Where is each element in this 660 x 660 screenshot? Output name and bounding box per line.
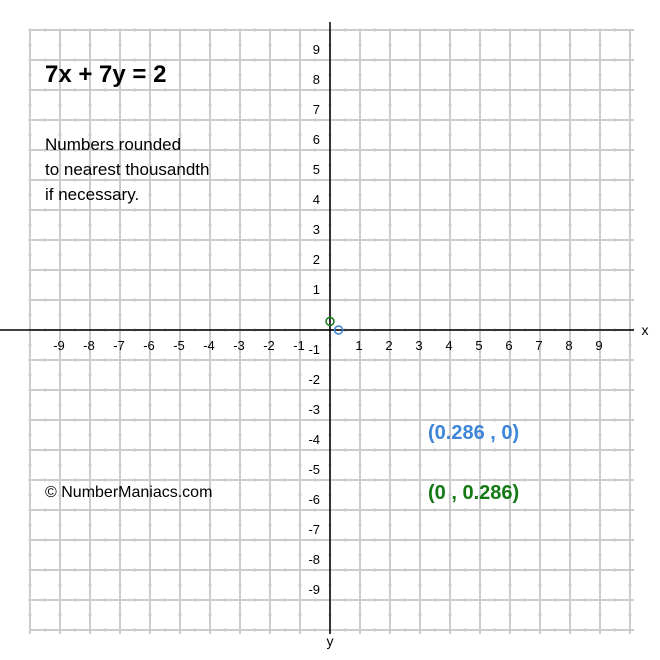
- y-tick-label: -6: [308, 492, 320, 507]
- y-tick-label: -8: [308, 552, 320, 567]
- x-tick-label: -9: [53, 338, 65, 353]
- tick-labels: [53, 42, 602, 597]
- x-tick-label: -5: [173, 338, 185, 353]
- y-tick-label: 9: [312, 42, 320, 57]
- y-tick-label: -3: [308, 402, 320, 417]
- y-intercept-label: (0 , 0.286): [428, 482, 520, 504]
- y-tick-label: -7: [308, 522, 320, 537]
- x-tick-label: -6: [143, 338, 155, 353]
- y-tick-label: 5: [312, 162, 320, 177]
- x-tick-label: 6: [505, 338, 513, 353]
- x-tick-label: -8: [83, 338, 95, 353]
- rounding-note-line-1: Numbers rounded: [45, 135, 182, 154]
- x-tick-label: -4: [203, 338, 215, 353]
- rounding-note: [45, 132, 209, 207]
- x-tick-label: -3: [233, 338, 245, 353]
- y-tick-label: 8: [312, 72, 320, 87]
- x-tick-label: 4: [445, 338, 453, 353]
- grid: [28, 28, 634, 634]
- x-tick-label: -1: [293, 338, 305, 353]
- y-tick-label: 4: [312, 192, 320, 207]
- x-tick-label: 3: [415, 338, 423, 353]
- y-tick-label: -4: [308, 432, 320, 447]
- y-tick-label: 2: [312, 252, 320, 267]
- y-tick-label: -9: [308, 582, 320, 597]
- axes: [0, 22, 649, 649]
- rounding-note-line-2: to nearest thousandth: [45, 160, 210, 179]
- x-tick-label: 8: [565, 338, 573, 353]
- x-intercept-label: (0.286 , 0): [428, 422, 520, 444]
- y-tick-label: 3: [312, 222, 320, 237]
- x-axis-label: x: [641, 322, 649, 338]
- x-tick-label: 9: [595, 338, 603, 353]
- x-tick-label: 5: [475, 338, 483, 353]
- y-tick-label: 7: [312, 102, 320, 117]
- x-tick-label: 2: [385, 338, 393, 353]
- y-tick-label: 1: [312, 282, 320, 297]
- y-tick-label: -5: [308, 462, 320, 477]
- intercept-points: [326, 317, 343, 334]
- y-tick-label: 6: [312, 132, 320, 147]
- y-axis-label: y: [326, 633, 334, 649]
- x-tick-label: 1: [355, 338, 363, 353]
- y-tick-label: -1: [308, 342, 320, 357]
- x-tick-label: -7: [113, 338, 125, 353]
- equation-title: 7x + 7y = 2: [45, 61, 167, 88]
- x-tick-label: 7: [535, 338, 543, 353]
- copyright-text: © NumberManiacs.com: [45, 484, 213, 501]
- rounding-note-line-3: if necessary.: [45, 185, 140, 204]
- x-tick-label: -2: [263, 338, 275, 353]
- y-tick-label: -2: [308, 372, 320, 387]
